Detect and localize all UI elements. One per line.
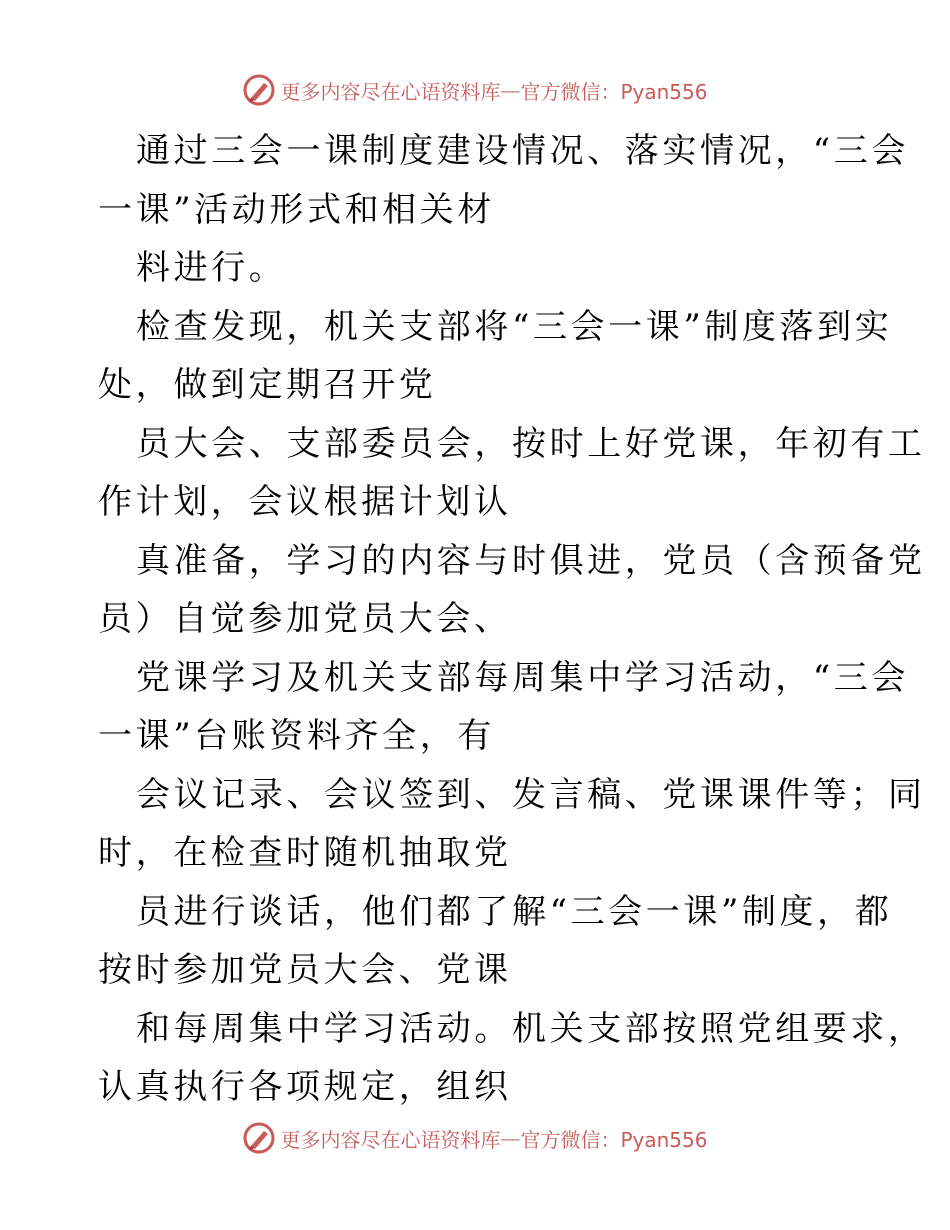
body-line: 作计划，会议根据计划认 [98, 482, 512, 522]
watermark-wechat-text: 官方微信：Pyan556 [520, 79, 708, 104]
body-line: 党课学习及机关支部每周集中学习活动，“三会 [136, 657, 909, 698]
body-line: 和每周集中学习活动。机关支部按照党组要求， [136, 1008, 926, 1049]
pen-seal-icon [242, 1121, 276, 1155]
pen-seal-icon [242, 73, 276, 107]
body-line: 认真执行各项规定，组织 [98, 1067, 512, 1107]
document-body [98, 122, 926, 1117]
body-line: 真准备，学习的内容与时俱进，党员（含预备党 [136, 540, 926, 581]
footer-watermark [0, 1118, 950, 1158]
body-line: 时，在检查时随机抽取党 [98, 833, 512, 873]
watermark-brand-text: 更多内容尽在心语资料库 [280, 79, 501, 104]
body-line: 处，做到定期召开党 [98, 365, 437, 405]
watermark-wechat-text: 官方微信：Pyan556 [520, 1127, 708, 1152]
body-line: 通过三会一课制度建设情况、落实情况，“三会 [136, 131, 909, 171]
body-line: 检查发现，机关支部将“三会一课”制度落到实 [136, 306, 893, 347]
watermark-brand-text: 更多内容尽在心语资料库 [280, 1127, 501, 1152]
header-watermark [0, 70, 950, 110]
watermark-separator: — [500, 78, 521, 102]
body-line: 会议记录、会议签到、发言稿、党课课件等；同 [136, 774, 926, 815]
body-line: 员大会、支部委员会，按时上好党课，年初有工 [136, 423, 926, 464]
body-line: 员进行谈话，他们都了解“三会一课”制度，都 [136, 891, 893, 932]
body-line: 按时参加党员大会、党课 [98, 950, 512, 990]
body-line: 一课”台账资料齐全，有 [98, 716, 495, 756]
body-line: 一课”活动形式和相关材 [98, 189, 495, 230]
body-line: 员）自觉参加党员大会、 [98, 599, 512, 639]
watermark-separator: — [500, 1126, 521, 1150]
body-line: 料进行。 [136, 248, 287, 288]
